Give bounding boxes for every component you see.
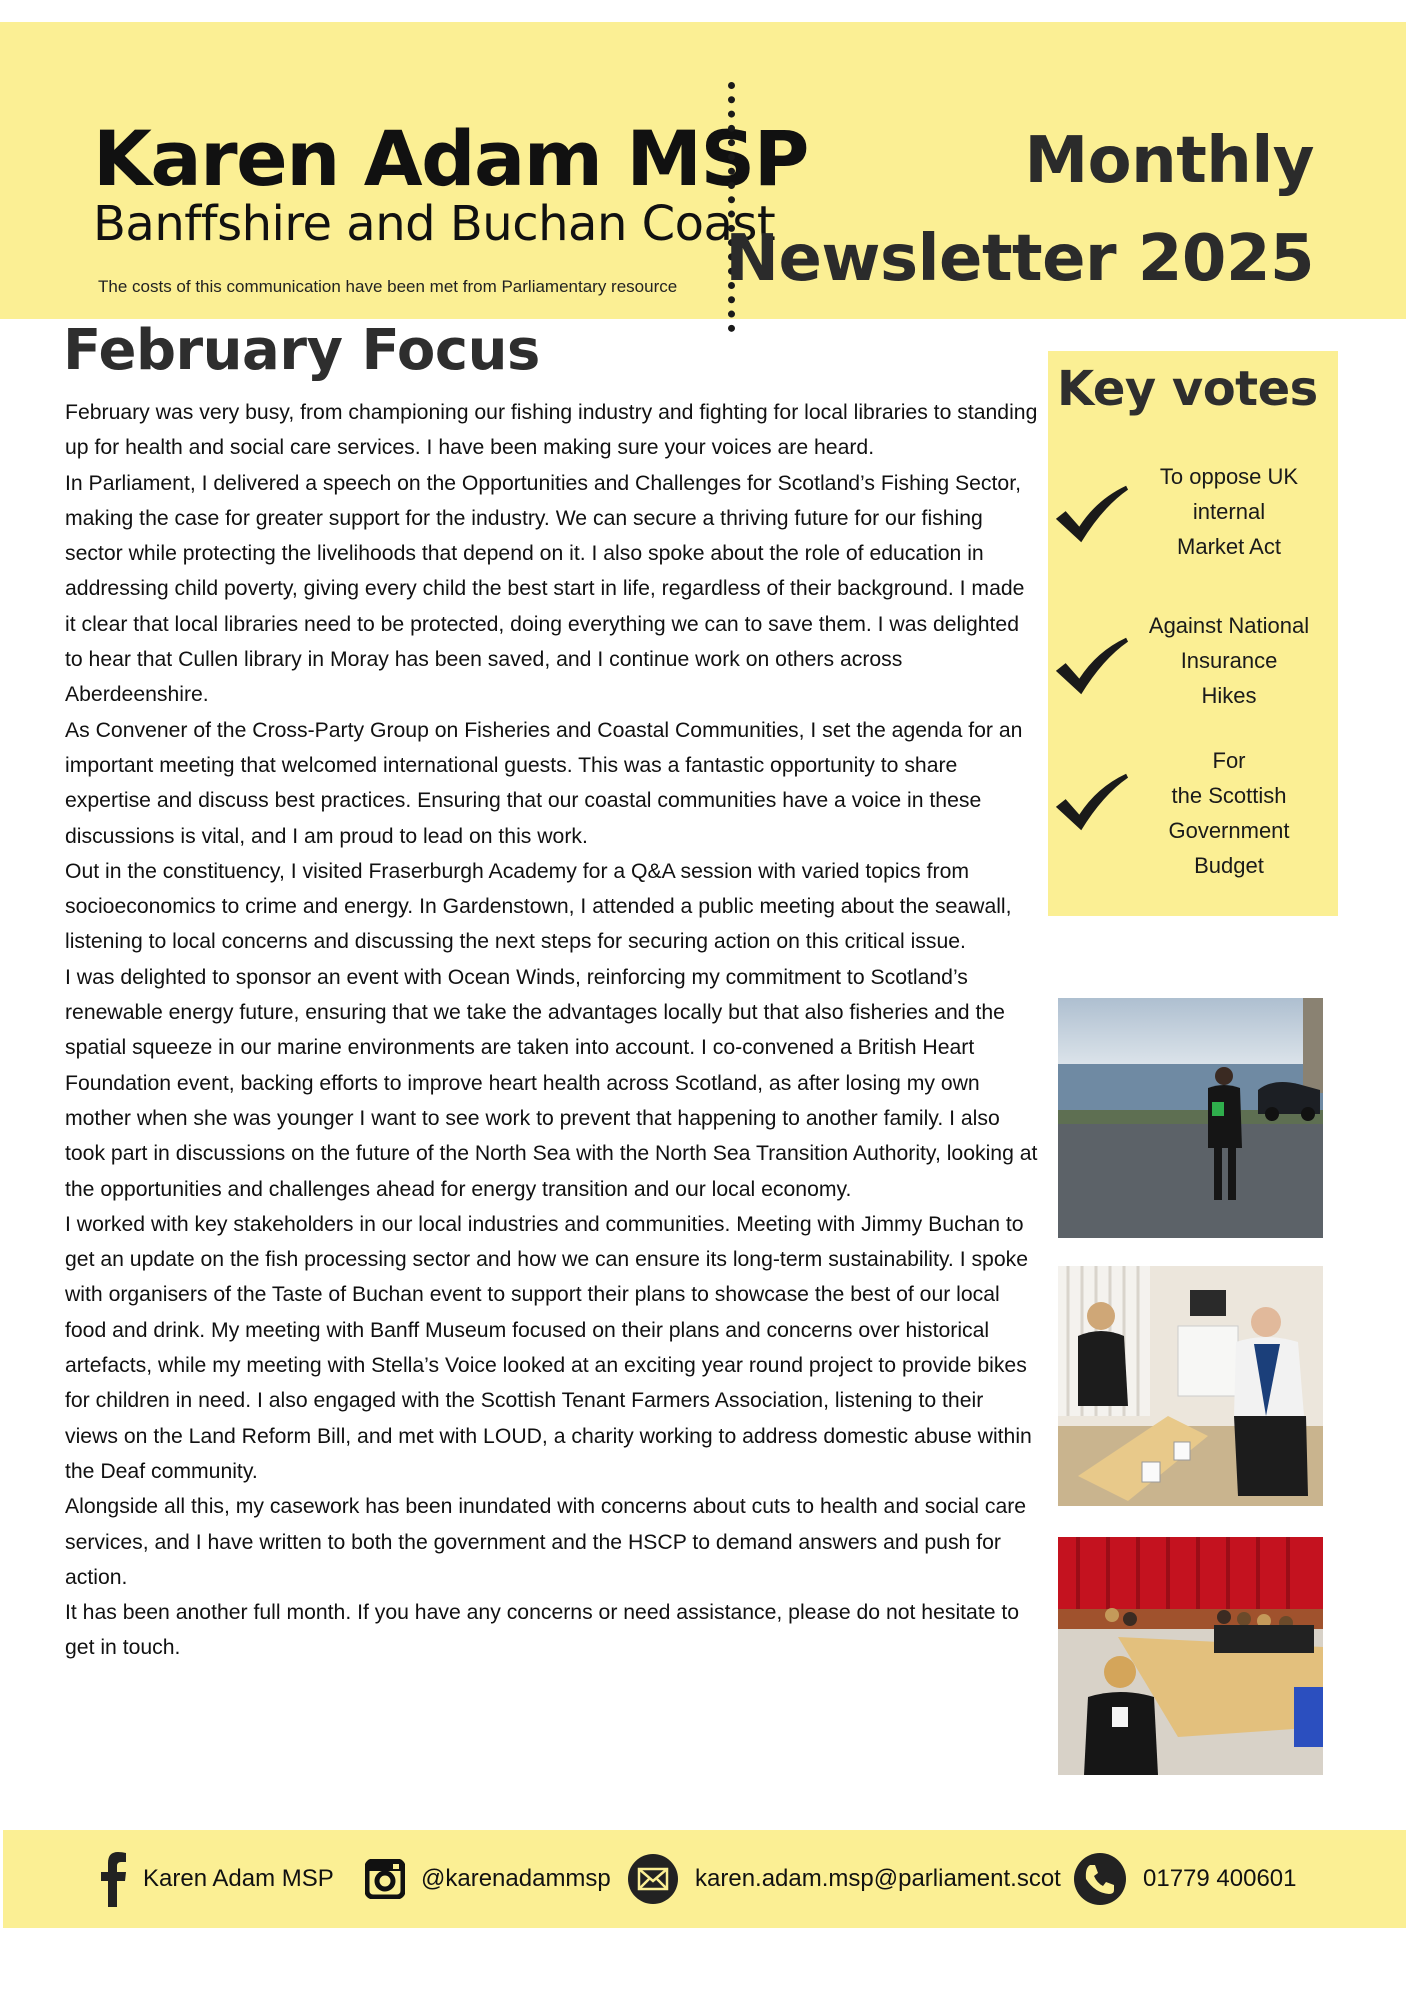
masthead xyxy=(0,22,1406,319)
phone-number: 01779 400601 xyxy=(1143,1865,1297,1892)
section-title: February Focus xyxy=(63,318,540,383)
check-icon xyxy=(1052,481,1130,547)
photo-meeting xyxy=(1058,1266,1323,1506)
phone-icon xyxy=(1073,1852,1127,1906)
check-icon xyxy=(1052,633,1130,699)
mp-name: Karen Adam MSP xyxy=(93,114,808,203)
newsletter-title-line-2: Newsletter 2025 xyxy=(725,222,1314,296)
instagram-handle: @karenadammsp xyxy=(421,1865,611,1892)
article-body xyxy=(65,395,1040,1666)
email-contact[interactable] xyxy=(627,1830,1061,1928)
newsletter-title-line-1: Monthly xyxy=(1024,124,1314,198)
email-icon xyxy=(627,1853,679,1905)
key-votes-panel xyxy=(1048,351,1338,916)
paragraph: February was very busy, from championing our fishing industry and fighting for local libraries to standing up for health and social care services. I have been making sure your voices are heard. xyxy=(65,401,1038,460)
paragraph: I was delighted to sponsor an event with Ocean Winds, reinforcing my commitment to Scotland’s renewable energy future, ensuring that we take the advantages locally but that also fisheries and the spatial squeeze in our marine environments are taken into account. I co-convened a British Heart Foundation event, backing efforts to improve heart health across Scotland, as after losing my own mother when she was younger I want to see work to prevent that happening to another family. I also took part in discussions on the future of the North Sea with the North Sea Transition Authority, looking at the opportunities and challenges ahead for energy transition and our local economy. xyxy=(65,965,1038,1201)
constituency: Banffshire and Buchan Coast xyxy=(93,196,776,252)
paragraph: Alongside all this, my casework has been inundated with concerns about cuts to health and social care services, and I have written to both the government and the HSCP to demand answers and push for action. xyxy=(65,1495,1027,1589)
paragraph: It has been another full month. If you have any concerns or need assistance, please do not hesitate to get in touch. xyxy=(65,1601,1020,1660)
facebook-contact[interactable] xyxy=(101,1830,334,1928)
contact-footer xyxy=(3,1830,1406,1928)
photo-school-visit xyxy=(1058,1537,1323,1775)
facebook-handle: Karen Adam MSP xyxy=(143,1865,334,1892)
paragraph: In Parliament, I delivered a speech on the Opportunities and Challenges for Scotland’s Fishing Sector, making the case for greater support for the industry. We can secure a thriving future for our fishing sector while protecting the livelihoods that depend on it. I also spoke about the role of education in addressing child poverty, giving every child the best start in life, regardless of their background. I made it clear that local libraries need to be protected, doing everything we can to save them. I was delighted to hear that Cullen library in Moray has been saved, and I continue work on others across Aberdeenshire. xyxy=(65,471,1025,707)
paragraph: Out in the constituency, I visited Fraserburgh Academy for a Q&A session with varied topics from socioeconomics to crime and energy. In Gardenstown, I attended a public meeting about the seawall, listening to local concerns and discussing the next steps for securing action on this critical issue. xyxy=(65,859,1012,954)
email-address: karen.adam.msp@parliament.scot xyxy=(695,1865,1061,1892)
key-votes-title: Key votes xyxy=(1057,361,1318,417)
paragraph: As Convener of the Cross-Party Group on Fisheries and Coastal Communities, I set the agenda for an important meeting that welcomed international guests. This was a fantastic opportunity to share expertise and discuss best practices. Ensuring that our coastal communities have a voice in these discussions is vital, and I am proud to lead on this work. xyxy=(65,718,1023,848)
paragraph: I worked with key stakeholders in our local industries and communities. Meeting with Jimmy Buchan to get an update on the fish processing sector and how we can ensure its long-term sustainability. I spoke with organisers of the Taste of Buchan event to support their plans to showcase the best of our local food and drink. My meeting with Banff Museum focused on their plans and concerns over historical artefacts, while my meeting with Stella’s Voice looked at an exciting year round project to provide bikes for children in need. I also engaged with the Scottish Tenant Farmers Association, listening to their views on the Land Reform Bill, and met with LOUD, a charity working to address domestic abuse within the Deaf community. xyxy=(65,1212,1032,1483)
vote-text: To oppose UK internal Market Act xyxy=(1159,464,1299,559)
instagram-contact[interactable] xyxy=(365,1830,611,1928)
vote-text: For the Scottish Government Budget xyxy=(1168,748,1290,878)
newsletter-title xyxy=(725,112,1314,308)
phone-contact[interactable] xyxy=(1073,1830,1297,1928)
instagram-icon xyxy=(365,1859,405,1899)
facebook-icon xyxy=(101,1851,127,1907)
vote-text: Against National Insurance Hikes xyxy=(1148,613,1310,708)
cost-disclaimer: The costs of this communication have been met from Parliamentary resource xyxy=(98,277,678,296)
check-icon xyxy=(1052,769,1130,835)
photo-coastal-visit xyxy=(1058,998,1323,1238)
